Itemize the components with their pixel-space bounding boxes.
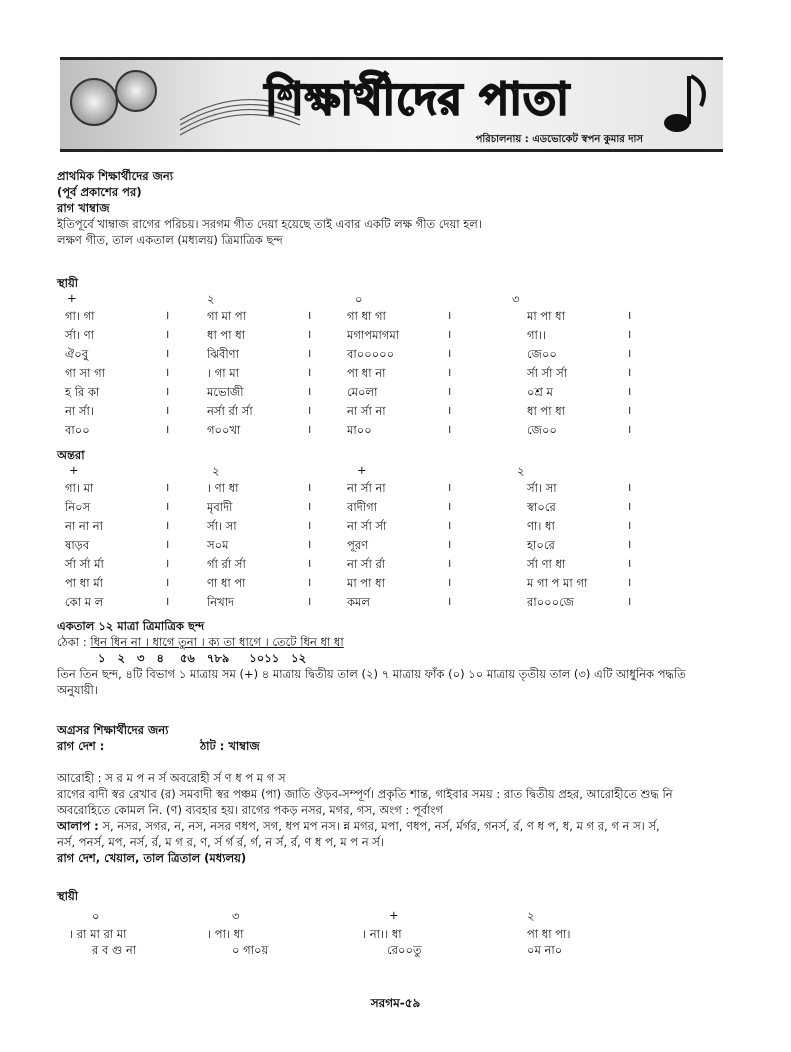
notation-cell: কো ম ল	[65, 595, 104, 609]
notation-cell: না না না	[65, 519, 103, 533]
intro-heading: প্রাথমিক শিক্ষার্থীদের জন্য	[57, 169, 174, 183]
bar-separator: ।	[307, 365, 312, 379]
notation-cell: না র্সা র্রা	[347, 557, 386, 571]
bar-separator: ।	[447, 518, 452, 532]
raag-desc: রাগের বাদী স্বর রেখাব (র) সমবাদী স্বর পঞ্চম (পা) জাতি ঔড়ব-সম্পূর্ণ। প্রকৃতি শান্ত, গাইবার সময় : রাত দ্বিতীয় প্রহর, আরোহীতে শুদ্ধ নি	[57, 787, 673, 801]
notation-row	[57, 308, 737, 324]
bar-separator: ।	[165, 346, 170, 360]
notation-cell: গা। মা	[65, 481, 94, 495]
notation-row	[57, 537, 737, 553]
notation-cell: হা০রে	[527, 538, 555, 552]
taal-mark: ২	[207, 292, 215, 306]
theka-bols: ধিন ধিন না । ধাগে তুনা । ক্য তা ধাগে । তেটে ধিন ধা ধা	[90, 635, 344, 649]
notation-cell: মে০লা	[347, 385, 378, 399]
notation-row	[57, 346, 737, 362]
notation-cell: রে০০তু	[387, 943, 422, 957]
bar-separator: ।	[447, 365, 452, 379]
intro-subheading: (পূর্ব প্রকাশের পর)	[57, 185, 142, 199]
notation-cell: না র্সা।	[65, 404, 94, 418]
bar-separator: ।	[307, 346, 312, 360]
bar-separator: ।	[165, 365, 170, 379]
notation-cell: নিখাদ	[207, 595, 235, 609]
bar-separator: ।	[165, 594, 170, 608]
bar-separator: ।	[447, 384, 452, 398]
sthayi-taal-row	[57, 291, 737, 307]
notation-cell: মা পা ধা	[347, 576, 385, 590]
bar-separator: ।	[627, 346, 632, 360]
notation-cell: ধা পা ধা	[207, 328, 246, 342]
notation-cell: জে০০	[527, 423, 557, 437]
bar-separator: ।	[165, 518, 170, 532]
tanpura-illustration	[115, 70, 157, 112]
bar-separator: ।	[165, 556, 170, 570]
tabla-illustration	[70, 78, 118, 126]
notation-cell: । না।। ধা	[362, 927, 402, 941]
notation-cell: ণা। ধা	[527, 519, 555, 533]
bar-separator: ।	[447, 556, 452, 570]
taal-mark: ০	[92, 909, 100, 923]
notation-row	[57, 403, 737, 419]
bar-separator: ।	[307, 403, 312, 417]
notation-cell: র্সা র্সা র্সা	[527, 366, 568, 380]
antara-taal-row	[57, 463, 737, 479]
notation-cell: কমল	[347, 595, 371, 609]
sthayi2-taal-row	[57, 908, 737, 924]
antara-heading: অন্তরা	[57, 448, 85, 462]
bar-separator: ।	[165, 575, 170, 589]
notation-cell: হ রি কা	[65, 385, 100, 399]
bar-separator: ।	[447, 537, 452, 551]
theka-label: ঠেকা :	[57, 635, 87, 649]
bar-separator: ।	[447, 594, 452, 608]
notation-cell: রা০০০জে	[527, 595, 575, 609]
ektaal-desc: তিন তিন ছন্দ, ৪টি বিভাগ ১ মাত্রায় সম (+) ৪ মাত্রায় দ্বিতীয় তাল (২) ৭ মাত্রায় ফাঁক (০) ১০ মাত্রায় তৃতীয় তাল (৩) এটি আধুনিক পদ্ধতি	[57, 667, 686, 681]
bar-separator: ।	[627, 365, 632, 379]
taal-mark: ২	[527, 909, 535, 923]
bar-separator: ।	[627, 537, 632, 551]
bar-separator: ।	[627, 480, 632, 494]
notation-cell: পা ধা না	[347, 366, 386, 380]
notation-cell: ঝিবীণা	[207, 347, 239, 361]
notation-cell: স০ম	[207, 538, 229, 552]
raag-name: রাগ খাম্বাজ	[57, 201, 110, 215]
notation-cell: । পা। ধা	[207, 927, 244, 941]
banner-rule	[60, 149, 723, 152]
notation-cell: ০ম না০	[527, 943, 563, 957]
notation-cell: মা পা ধা	[527, 309, 565, 323]
notation-cell: র্সা ণা ধা	[527, 557, 566, 571]
notation-cell: ০ গা০য়	[232, 943, 269, 957]
notation-cell: । গা মা	[207, 366, 240, 380]
bar-separator: ।	[307, 422, 312, 436]
bar-separator: ।	[447, 575, 452, 589]
page-title: শিক্ষার্থীদের পাতা	[265, 74, 570, 125]
notation-cell: । রা মা রা মা	[69, 927, 127, 941]
advanced-heading: অগ্রসর শিক্ষার্থীদের জন্য	[57, 723, 169, 737]
bar-separator: ।	[165, 480, 170, 494]
page-number: সরগম-৫৯	[370, 996, 421, 1010]
notation-cell: বা০০০০০	[347, 347, 395, 361]
notation-cell: মৃবাদী	[207, 500, 233, 514]
notation-cell: বা০০	[65, 423, 90, 437]
notation-row	[57, 518, 737, 534]
bar-separator: ।	[627, 327, 632, 341]
sthayi2-row	[57, 942, 737, 958]
notation-cell: র্গা র্রা র্সা	[207, 557, 246, 571]
theka-line	[57, 634, 344, 650]
notation-cell: পা ধা পা।	[527, 927, 571, 941]
header-credit: পরিচালনায় : এডভোকেট স্বপন কুমার দাস	[475, 134, 643, 145]
notation-cell: । ণা ধা	[207, 481, 239, 495]
intro-taal: লক্ষণ গীত, তাল একতাল (মধ্যলয়) ত্রিমাত্রিক ছন্দ	[57, 233, 283, 247]
taal-mark: +	[67, 291, 77, 305]
notation-cell: মগাপমাগমা	[347, 328, 400, 342]
notation-row	[57, 422, 737, 438]
notation-cell: গা।।	[527, 328, 547, 342]
notation-row	[57, 594, 737, 610]
taal-mark: ০	[355, 292, 363, 306]
notation-cell: র্সা। সা	[527, 481, 557, 495]
matra-numbers: ১ ২ ৩ ৪ ৫৬ ৭৮৯ ১০১১ ১২	[98, 651, 307, 665]
bar-separator: ।	[447, 403, 452, 417]
bar-separator: ।	[165, 499, 170, 513]
notation-cell: গা। গা	[65, 309, 95, 323]
bar-separator: ।	[627, 594, 632, 608]
notation-cell: ম গা প মা গা	[527, 576, 588, 590]
ektaal-desc-cont: অনুযায়ী।	[57, 683, 98, 697]
bar-separator: ।	[307, 575, 312, 589]
notation-cell: না র্সা র্সা	[347, 519, 387, 533]
notation-row	[57, 556, 737, 572]
notation-cell: গ০০খা	[207, 423, 241, 437]
taal-mark: +	[389, 908, 399, 922]
bar-separator: ।	[447, 308, 452, 322]
bar-separator: ।	[165, 308, 170, 322]
notation-cell: গা সা গা	[65, 366, 105, 380]
alap-text-cont: নর্স, পনর্স, মপ, নর্স, র্র, ম গ র, ণ, র্স র্গ র্র, র্গ, ন র্স, র্র, ণ ধ প, ম প ন র্স।	[57, 835, 384, 849]
notation-cell: পা ধা র্মা	[65, 576, 103, 590]
notation-cell: মা০০	[347, 423, 372, 437]
notation-cell: ণা ধা পা	[207, 576, 246, 590]
notation-cell: ০শ্র ম	[527, 385, 553, 399]
notation-row	[57, 499, 737, 515]
notation-cell: স্বা০রে	[527, 500, 556, 514]
bar-separator: ।	[307, 518, 312, 532]
notation-row	[57, 575, 737, 591]
notation-row	[57, 365, 737, 381]
bar-separator: ।	[307, 537, 312, 551]
bar-separator: ।	[627, 518, 632, 532]
bar-separator: ।	[165, 422, 170, 436]
taal-mark: ২	[517, 464, 525, 478]
bar-separator: ।	[165, 537, 170, 551]
notation-cell: নি০স	[65, 500, 91, 514]
bar-separator: ।	[447, 346, 452, 360]
bar-separator: ।	[447, 499, 452, 513]
raag-desh-label: রাগ দেশ :	[57, 739, 105, 753]
notation-cell: নর্সা র্রা র্সা	[207, 404, 253, 418]
bar-separator: ।	[627, 556, 632, 570]
bar-separator: ।	[627, 403, 632, 417]
notation-cell: বাদীগা	[347, 500, 377, 514]
notation-row	[57, 384, 737, 400]
alap-label: আলাপ :	[57, 819, 99, 833]
taal-mark: ২	[212, 464, 220, 478]
bar-separator: ।	[627, 575, 632, 589]
thaat-label: ঠাট : খাম্বাজ	[200, 739, 260, 753]
notation-cell: মভোজী	[207, 385, 244, 399]
notation-cell: ঐ০বু	[65, 347, 89, 361]
notation-cell: ধা পা ধা	[527, 404, 566, 418]
notation-cell: জে০০	[527, 347, 557, 361]
bar-separator: ।	[307, 327, 312, 341]
bar-separator: ।	[307, 556, 312, 570]
alap-line	[57, 818, 660, 834]
notation-cell: র্সা। সা	[207, 519, 237, 533]
bar-separator: ।	[165, 384, 170, 398]
taal-mark: +	[69, 463, 79, 477]
bar-separator: ।	[627, 499, 632, 513]
bar-separator: ।	[627, 308, 632, 322]
music-note-icon	[655, 68, 715, 138]
notation-cell: পূরণ	[347, 538, 369, 552]
notation-cell: র ব গু না	[92, 943, 137, 957]
bar-separator: ।	[307, 384, 312, 398]
sthayi2-row	[57, 926, 737, 942]
notation-cell: না র্সা না	[347, 404, 386, 418]
notation-row	[57, 327, 737, 343]
bar-separator: ।	[307, 308, 312, 322]
taal-mark: ৩	[232, 909, 240, 923]
bar-separator: ।	[307, 480, 312, 494]
notation-row	[57, 480, 737, 496]
notation-cell: গা ধা গা	[347, 309, 386, 323]
bar-separator: ।	[447, 327, 452, 341]
sthayi2-heading: স্থায়ী	[57, 889, 79, 903]
notation-cell: র্সা। ণা	[65, 328, 94, 342]
khayal-heading: রাগ দেশ, খেয়াল, তাল ত্রিতাল (মধ্যলয়)	[57, 851, 247, 865]
bar-separator: ।	[627, 422, 632, 436]
taal-mark: ৩	[512, 292, 520, 306]
notation-cell: ষাড়ব	[65, 538, 90, 552]
bar-separator: ।	[165, 327, 170, 341]
header-banner	[60, 57, 723, 152]
bar-separator: ।	[627, 384, 632, 398]
notation-cell: র্সা র্সা র্মা	[65, 557, 104, 571]
raag-desc-cont: অবরোহিতে কোমল নি. (ণ) ব্যবহার হয়। রাগের পকড় নসর, মগর, গস, অংগ : পূর্বাংগ	[57, 803, 443, 817]
sthayi-heading: স্থায়ী	[57, 276, 79, 290]
alap-text: স, নসর, সগর, ন, নস, নসর ণধপ, সগ, ধপ মপ নস। ন্ন মগর, মপা, ণধপ, নর্স, র্মর্গর, গনর্স, র্র, ণ ধ প, ধ, ম গ র, গ ন স। র্স,	[102, 819, 660, 833]
notation-cell: গা মা পা	[207, 309, 247, 323]
bar-separator: ।	[447, 422, 452, 436]
intro-text: ইতিপূর্বে খাম্বাজ রাগের পরিচয়। সরগম গীত দেয়া হয়েছে তাই এবার একটি লক্ষ গীত দেয়া হল।	[57, 217, 482, 231]
bar-separator: ।	[447, 480, 452, 494]
ektaal-heading: একতাল ১২ মাত্রা ত্রিমাত্রিক ছন্দ	[57, 619, 205, 633]
notation-cell: না র্সা না	[347, 481, 386, 495]
bar-separator: ।	[307, 594, 312, 608]
aroh-avaroh: আরোহী : স র ম প ন র্স অবরোহী র্স ণ ধ প ম গ স	[57, 771, 286, 785]
taal-mark: +	[357, 463, 367, 477]
bar-separator: ।	[307, 499, 312, 513]
bar-separator: ।	[165, 403, 170, 417]
